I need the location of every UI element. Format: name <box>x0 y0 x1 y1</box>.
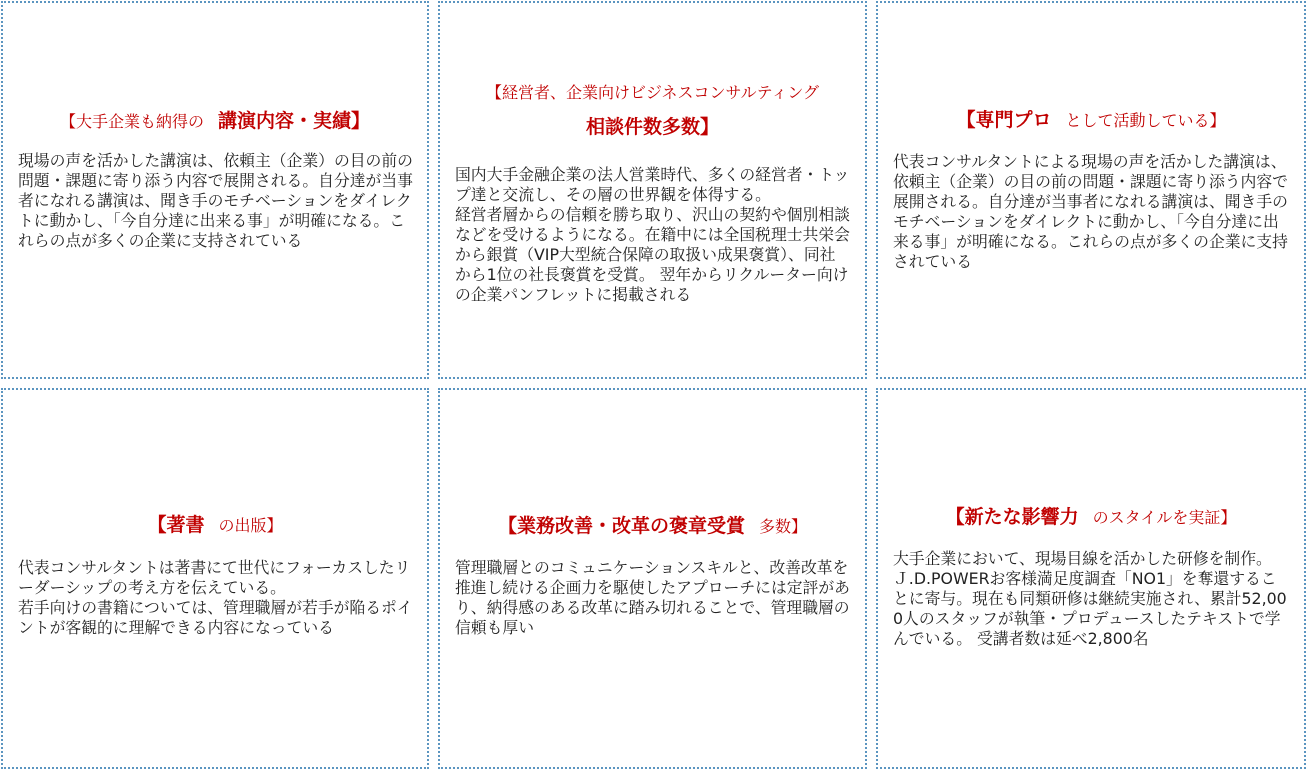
info-card-consulting <box>438 1 867 379</box>
heading-emphasis: 講演内容・実績】 <box>218 110 371 132</box>
heading-prefix: 【経営者、企業向けビジネスコンサルティング <box>485 83 820 102</box>
heading-emphasis: 【新たな影響力 <box>945 506 1079 528</box>
heading-emphasis: 相談件数多数】 <box>585 116 719 138</box>
card-heading-line1 <box>440 83 865 102</box>
card-body-text: 国内大手金融企業の法人営業時代、多くの経営者・トップ達と交流し、その層の世界観を体得する。 経営者層からの信頼を勝ち取り、沢山の契約や個別相談などを受けるようになる。在籍中には全国税理士共栄会から銀賞（VIP大型統合保障の取扱い成果褒賞）、同社から1位の社長褒賞を受賞。 翌年からリクルーター向けの企業パンフレットに掲載される <box>455 165 850 304</box>
card-body-text: 大手企業において、現場目線を活かした研修を制作。Ｊ.D.POWERお客様満足度調査「NO1」を奪還することに寄与。現在も同類研修は継続実施され、累計52,000人のスタッフが執筆・プロデュースしたテキストで学んでいる。 受講者数は延べ2,800名 <box>893 549 1287 648</box>
card-heading-line2 <box>440 116 865 139</box>
info-card-lecture <box>1 1 429 379</box>
info-card-awards <box>438 388 867 769</box>
heading-suffix: 多数】 <box>759 517 808 536</box>
card-heading <box>878 506 1304 529</box>
card-heading <box>440 515 865 538</box>
heading-emphasis: 【専門プロ <box>956 109 1052 131</box>
info-card-influence <box>876 388 1306 769</box>
card-body-text: 代表コンサルタントは著書にて世代にフォーカスしたリーダーシップの考え方を伝えている。 若手向けの書籍については、管理職層が若手が陥るポイントが客観的に理解できる内容になっている <box>18 558 413 637</box>
card-heading <box>878 109 1304 132</box>
heading-emphasis: 【著書 <box>147 514 205 536</box>
card-body-text: 代表コンサルタントによる現場の声を活かした講演は、依頼主（企業）の目の前の問題・課題に寄り添う内容で展開される。自分達が当事者になれる講演は、聞き手のモチベーションをダイレクトに動かし、「今自分達に出来る事」が明確になる。これらの点が多くの企業に支持されている <box>893 152 1288 271</box>
info-card-books <box>1 388 429 769</box>
heading-suffix: のスタイルを実証】 <box>1092 508 1237 527</box>
card-body-text: 管理職層とのコミュニケーションスキルと、改善改革を推進し続ける企画力を駆使したアプローチには定評があり、納得感のある改革に踏み切れることで、管理職層の信頼も厚い <box>455 558 850 637</box>
heading-prefix: 【大手企業も納得の <box>59 112 204 131</box>
info-card-professional <box>876 1 1306 379</box>
card-body-text: 現場の声を活かした講演は、依頼主（企業）の目の前の問題・課題に寄り添う内容で展開される。自分達が当事者になれる講演は、聞き手のモチベーションをダイレクトに動かし、「今自分達に出来る事」が明確になる。これらの点が多くの企業に支持されている <box>18 151 413 250</box>
heading-suffix: の出版】 <box>218 516 283 535</box>
heading-suffix: として活動している】 <box>1065 111 1226 130</box>
card-heading <box>3 110 427 133</box>
card-heading <box>3 514 427 537</box>
heading-emphasis: 【業務改善・改革の褒章受賞 <box>497 515 745 537</box>
